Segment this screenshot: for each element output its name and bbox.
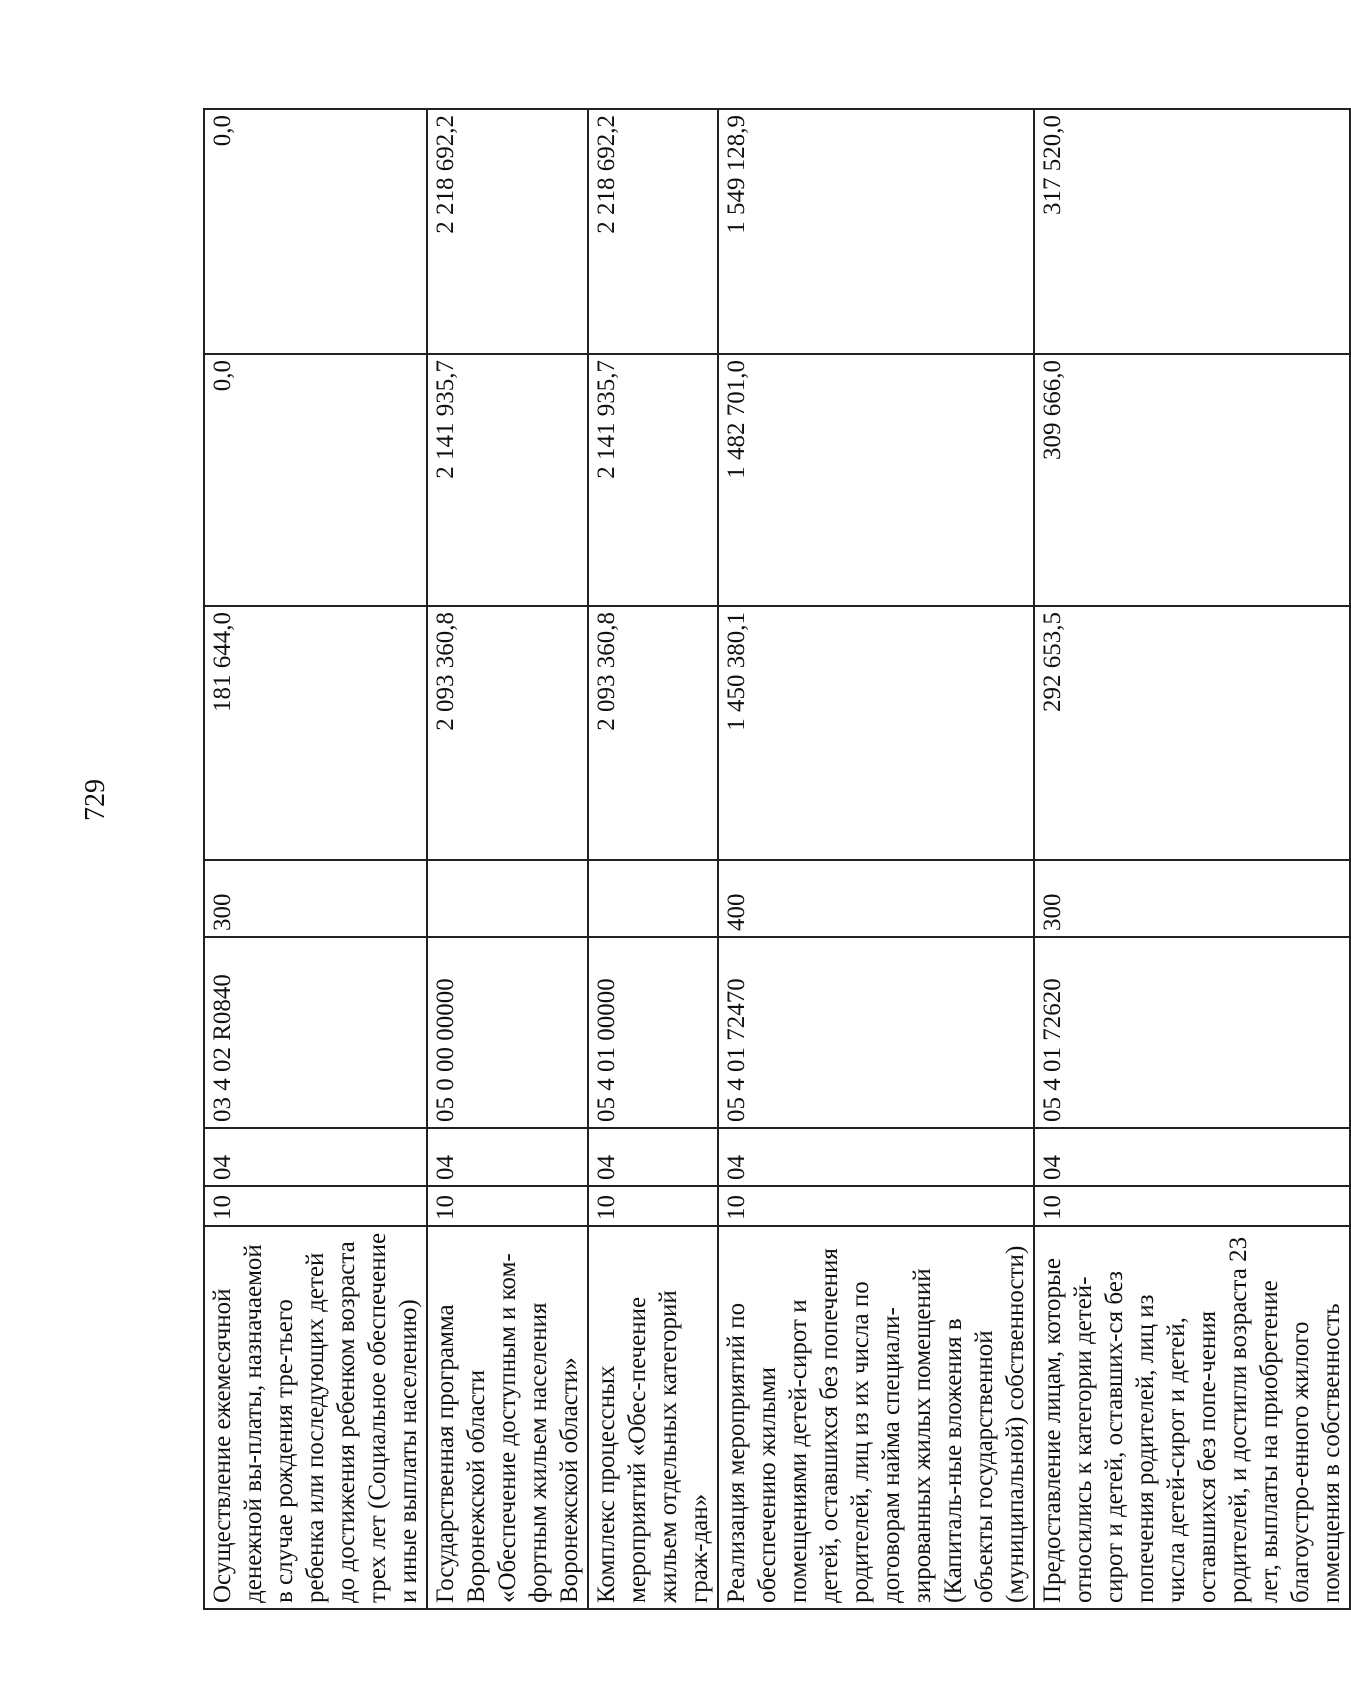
expense-type-cell: 300 [204,860,427,937]
amount-year-2-cell: 2 141 935,7 [427,354,588,606]
amount-year-2-cell: 2 141 935,7 [588,354,718,606]
row-name-cell: Реализация мероприятий по обеспечению жилыми помещениями детей-сирот и детей, оставшихся без попечения родителей, лиц из их числа по договорам найма специали-зированных жилых помещений (Капиталь-ные вложения в объекты государственной (муниципальной) собственности) [718,1226,1034,1609]
row-name-cell: Предоставление лицам, которые относились к категории детей-сирот и детей, оставших-ся без попечения родителей, лиц из числа детей-сирот и детей, оставшихся без попе-чения родителей, и достигли возраста 23 лет, выплаты на приобретение благоустро-енного жилого помещения в собственность [1034,1226,1350,1609]
amount-year-2-cell: 1 482 701,0 [718,354,1034,606]
target-article-cell: 03 4 02 R0840 [204,937,427,1128]
section-code-cell: 10 [1034,1186,1350,1226]
table-row [1034,109,1350,1609]
subsection-code-cell: 04 [588,1128,718,1186]
amount-year-2-cell: 0,0 [204,354,427,606]
page-number: 729 [80,779,111,821]
section-code-cell: 10 [204,1186,427,1226]
subsection-code-cell: 04 [204,1128,427,1186]
row-name-cell: Комплекс процессных мероприятий «Обес-печение жильем отдельных категорий граж-дан» [588,1226,718,1609]
row-name-cell: Осуществление ежемесячной денежной вы-платы, назначаемой в случае рождения тре-тьего ребенка или последующих детей до достижения ребенком возраста трех лет (Социальное обеспечение и иные выплаты населению) [204,1226,427,1609]
section-code-cell: 10 [427,1186,588,1226]
target-article-cell: 05 4 01 00000 [588,937,718,1128]
section-code-cell: 10 [718,1186,1034,1226]
section-code-cell: 10 [588,1186,718,1226]
table-row [427,109,588,1609]
target-article-cell: 05 4 01 72620 [1034,937,1350,1128]
subsection-code-cell: 04 [718,1128,1034,1186]
amount-year-1-cell: 1 450 380,1 [718,606,1034,860]
table-row [718,109,1034,1609]
budget-table-container [203,110,1345,1610]
expense-type-cell [427,860,588,937]
table-row [204,109,427,1609]
amount-year-1-cell: 181 644,0 [204,606,427,860]
amount-year-3-cell: 0,0 [204,109,427,354]
amount-year-3-cell: 317 520,0 [1034,109,1350,354]
amount-year-3-cell: 1 549 128,9 [718,109,1034,354]
amount-year-1-cell: 292 653,5 [1034,606,1350,860]
target-article-cell: 05 4 01 72470 [718,937,1034,1128]
row-name-cell: Государственная программа Воронежской области «Обеспечение доступным и ком-фортным жильем населения Воронежской области» [427,1226,588,1609]
table-row [588,109,718,1609]
amount-year-2-cell: 309 666,0 [1034,354,1350,606]
expense-type-cell: 400 [718,860,1034,937]
subsection-code-cell: 04 [427,1128,588,1186]
amount-year-1-cell: 2 093 360,8 [427,606,588,860]
amount-year-1-cell: 2 093 360,8 [588,606,718,860]
amount-year-3-cell: 2 218 692,2 [588,109,718,354]
expense-type-cell: 300 [1034,860,1350,937]
subsection-code-cell: 04 [1034,1128,1350,1186]
budget-table [203,108,1351,1610]
target-article-cell: 05 0 00 00000 [427,937,588,1128]
amount-year-3-cell: 2 218 692,2 [427,109,588,354]
expense-type-cell [588,860,718,937]
